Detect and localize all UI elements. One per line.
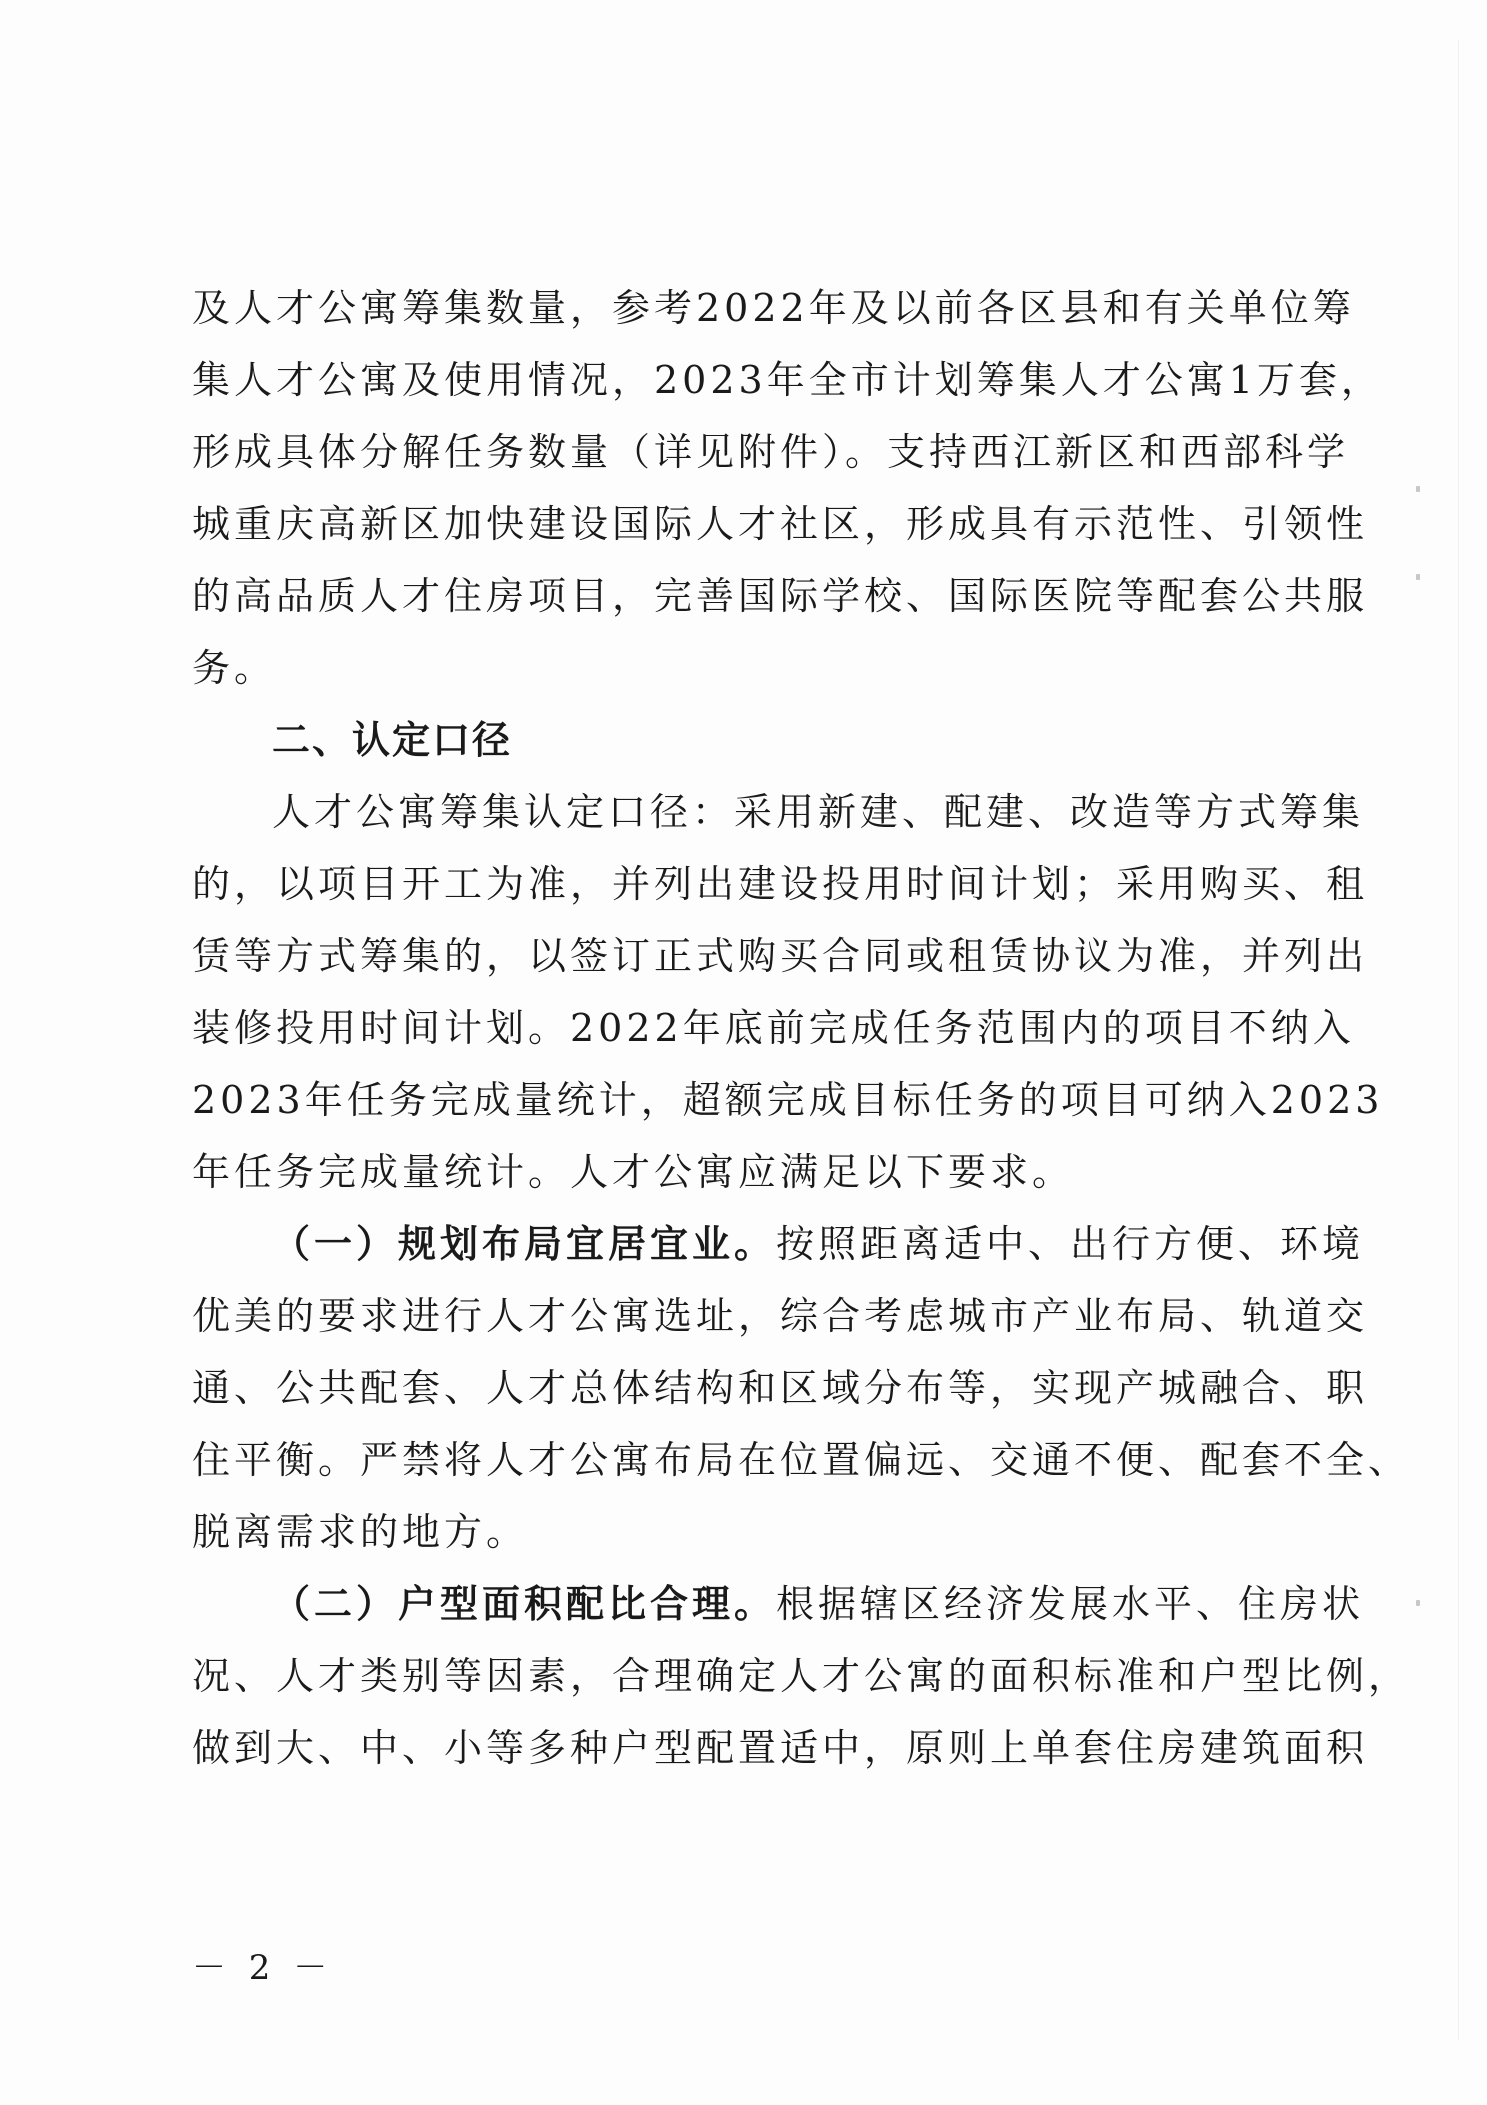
subsection-title: （一）规划布局宜居宜业。	[272, 1221, 777, 1266]
subsection-text: 根据辖区经济发展水平、住房状	[776, 1582, 1365, 1626]
body-line: 年任务完成量统计。人才公寓应满足以下要求。	[192, 1150, 1075, 1194]
body-line: 2023年任务完成量统计，超额完成目标任务的项目可纳入2023	[192, 1078, 1384, 1122]
subsection-line	[192, 1208, 1365, 1280]
body-line: 的，以项目开工为准，并列出建设投用时间计划；采用购买、租	[192, 862, 1369, 906]
scan-speck	[1416, 574, 1420, 580]
paragraph-first-line: 人才公寓筹集认定口径：采用新建、配建、改造等方式筹集	[272, 790, 1365, 834]
body-line: 装修投用时间计划。2022年底前完成任务范围内的项目不纳入	[192, 1006, 1355, 1050]
body-line: 形成具体分解任务数量（详见附件）。支持西江新区和西部科学	[192, 430, 1350, 474]
body-line: 赁等方式筹集的，以签订正式购买合同或租赁协议为准，并列出	[192, 934, 1369, 978]
scan-speck	[1416, 1600, 1420, 1606]
body-line: 优美的要求进行人才公寓选址，综合考虑城市产业布局、轨道交	[192, 1294, 1369, 1338]
body-line: 况、人才类别等因素，合理确定人才公寓的面积标准和户型比例，	[192, 1654, 1411, 1698]
section-heading: 二、认定口径	[272, 718, 513, 762]
subsection-text: 按照距离适中、出行方便、环境	[776, 1222, 1365, 1266]
body-line: 脱离需求的地方。	[192, 1510, 529, 1554]
body-line: 集人才公寓及使用情况，2023年全市计划筹集人才公寓1万套，	[192, 358, 1383, 402]
body-line: 做到大、中、小等多种户型配置适中，原则上单套住房建筑面积	[192, 1726, 1369, 1770]
body-line: 通、公共配套、人才总体结构和区域分布等，实现产城融合、职	[192, 1366, 1369, 1410]
document-body	[192, 272, 1411, 1784]
scan-edge-shadow	[1458, 40, 1459, 2040]
page-number: － 2 －	[192, 1948, 334, 1988]
subsection-title: （二）户型面积配比合理。	[272, 1581, 777, 1626]
body-line: 务。	[192, 646, 277, 690]
body-line: 的高品质人才住房项目，完善国际学校、国际医院等配套公共服	[192, 574, 1369, 618]
body-line: 及人才公寓筹集数量，参考2022年及以前各区县和有关单位筹	[192, 286, 1355, 330]
body-line: 城重庆高新区加快建设国际人才社区，形成具有示范性、引领性	[192, 502, 1369, 546]
scan-speck	[1416, 486, 1420, 492]
body-line: 住平衡。严禁将人才公寓布局在位置偏远、交通不便、配套不全、	[192, 1438, 1411, 1482]
subsection-line	[192, 1568, 1365, 1640]
